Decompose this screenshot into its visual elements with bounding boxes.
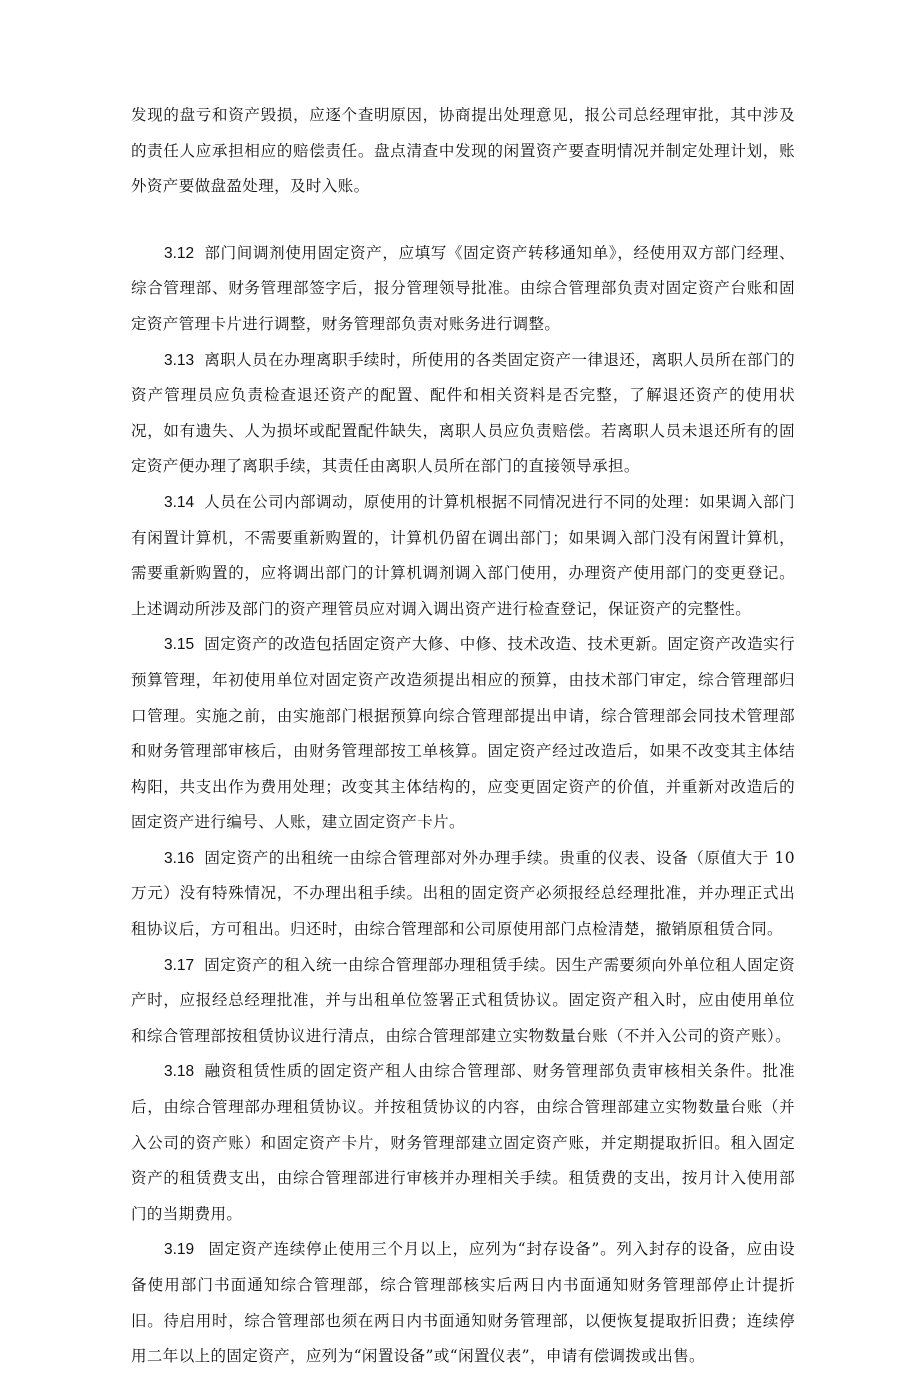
clause-3-18 bbox=[131, 1054, 795, 1232]
clause-3-19 bbox=[131, 1232, 795, 1374]
clause-number: 3.17 bbox=[164, 956, 195, 974]
clause-3-14 bbox=[131, 485, 795, 627]
clause-3-16 bbox=[131, 841, 795, 948]
clause-number: 3.12 bbox=[164, 244, 195, 262]
clause-number: 3.15 bbox=[164, 636, 195, 654]
document-body bbox=[131, 98, 795, 1375]
clause-3-13 bbox=[131, 343, 795, 485]
clause-number: 3.19 bbox=[164, 1241, 195, 1259]
clause-number: 3.18 bbox=[164, 1063, 195, 1081]
clause-number: 3.16 bbox=[164, 849, 195, 867]
clause-3-17 bbox=[131, 948, 795, 1055]
clause-text: 人员在公司内部调动，原使用的计算机根据不同情况进行不同的处理：如果调入部门有闲置计算机，不需要重新购置的，计算机仍留在调出部门；如果调入部门没有闲置计算机，需要重新购置的，应将调出部门的计算机调剂调入部门使用，办理资产使用部门的变更登记。上述调动所涉及部门的资产理管员应对调入调出资产进行检查登记，保证资产的完整性。 bbox=[131, 492, 795, 618]
clause-text: 离职人员在办理离职手续时，所使用的各类固定资产一律退还，离职人员所在部门的资产管理员应负责检查退还资产的配置、配件和相关资料是否完整，了解退还资产的使用状况，如有遗失、人为损坏或配置配件缺失，离职人员应负责赔偿。若离职人员未退还所有的固定资产便办理了离职手续，其责任由离职人员所在部门的直接领导承担。 bbox=[131, 350, 795, 476]
clause-text: 固定资产的租入统一由综合管理部办理租赁手续。因生产需要须向外单位租人固定资产时，应报经总经理批准，并与出租单位签署正式租赁协议。固定资产租入时，应由使用单位和综合管理部按租赁协议进行清点，由综合管理部建立实物数量台账（不并入公司的资产账）。 bbox=[131, 955, 795, 1045]
clause-text: 部门间调剂使用固定资产，应填写《固定资产转移通知单》，经使用双方部门经理、综合管理部、财务管理部签字后，报分管理领导批准。由综合管理部负责对固定资产台账和固定资产管理卡片进行调整，财务管理部负责对账务进行调整。 bbox=[131, 243, 795, 333]
clause-3-15 bbox=[131, 627, 795, 841]
clause-number: 3.13 bbox=[164, 351, 195, 369]
clause-text: 固定资产的出租统一由综合管理部对外办理手续。贵重的仪表、设备（原值大于 10 万元）没有特殊情况，不办理出租手续。出租的固定资产必须报经总经理批准，并办理正式出租协议后，方可租出。归还时，由综合管理部和公司原使用部门点检清楚，撤销原租赁合同。 bbox=[131, 848, 795, 939]
clause-text: 融资租赁性质的固定资产租人由综合管理部、财务管理部负责审核相关条件。批准后，由综合管理部办理租赁协议。并按租赁协议的内容，由综合管理部建立实物数量台账（并入公司的资产账）和固定资产卡片，财务管理部建立固定资产账，并定期提取折旧。租入固定资产的租赁费支出，由综合管理部进行审核并办理相关手续。租赁费的支出，按月计入使用部门的当期费用。 bbox=[131, 1062, 795, 1223]
clause-number: 3.14 bbox=[164, 493, 195, 511]
clause-text: 固定资产的改造包括固定资产大修、中修、技术改造、技术更新。固定资产改造实行预算管理，年初使用单位对固定资产改造须提出相应的预算，由技术部门审定，综合管理部归口管理。实施之前，由实施部门根据预算向综合管理部提出申请，综合管理部会同技术管理部和财务管理部审核后，由财务管理部按工单核算。固定资产经过改造后，如果不改变其主体结构阳，共支出作为费用处理；改变其主体结构的，应变更固定资产的价值，并重新对改造后的固定资产进行编号、人账，建立固定资产卡片。 bbox=[131, 635, 795, 832]
clause-text: 固定资产连续停止使用三个月以上，应列为“封存设备”。列入封存的设备，应由设备使用部门书面通知综合管理部，综合管理部核实后两日内书面通知财务管理部停止计提折旧。待启用时，综合管理部也须在两日内书面通知财务管理部，以便恢复提取折旧费；连续停用二年以上的固定资产，应列为“闲置设备”或“闲置仪表”，申请有偿调拨或出售。 bbox=[131, 1240, 795, 1366]
clause-3-12 bbox=[131, 236, 795, 343]
continuation-paragraph: 发现的盘亏和资产毁损，应逐个查明原因，协商提出处理意见，报公司总经理审批，其中涉及的责任人应承担相应的赔偿责任。盘点清查中发现的闲置资产要查明情况并制定处理计划，账外资产要做盘盈处理，及时入账。 bbox=[131, 106, 795, 196]
